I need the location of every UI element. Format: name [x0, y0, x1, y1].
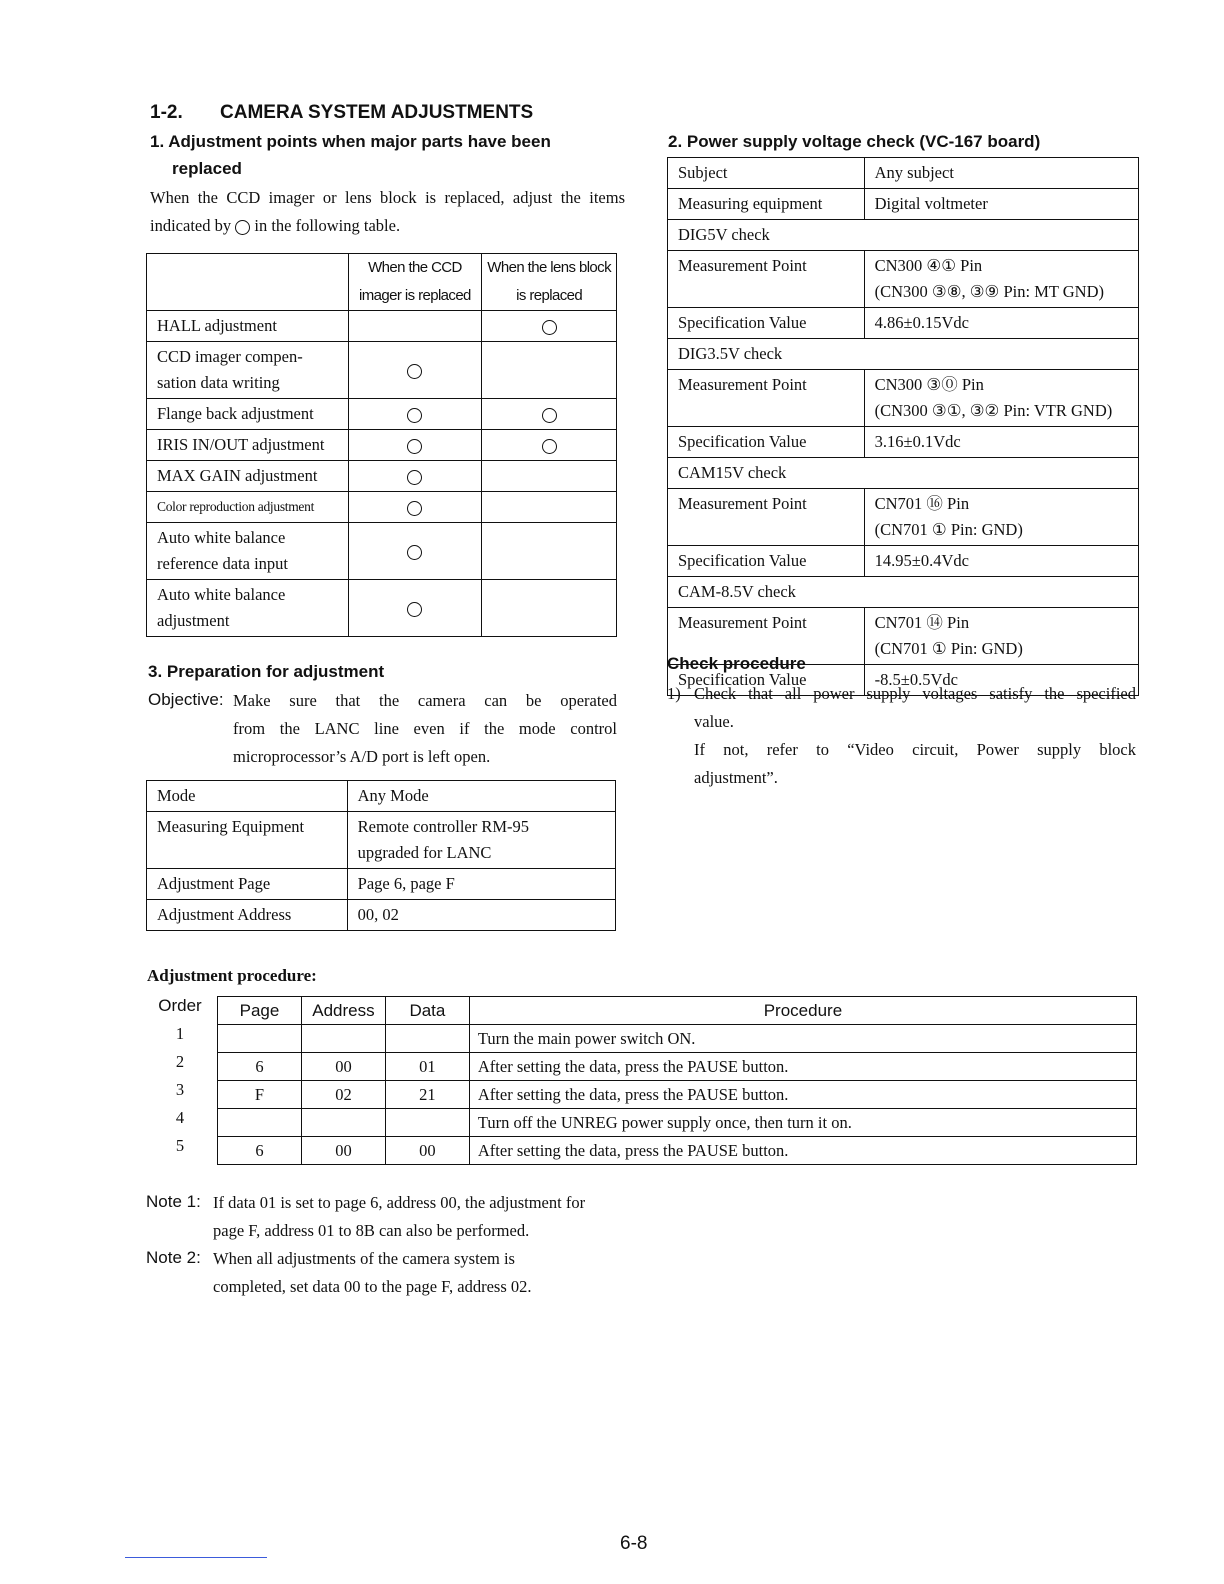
- specification-value: 14.95±0.4Vdc: [864, 546, 1138, 577]
- check-name: DIG5V check: [668, 220, 1139, 251]
- part1-intro-before: When the CCD imager or lens block is replaced, adjust the items indicated by: [150, 188, 625, 235]
- page-cell: [218, 1025, 302, 1053]
- table-row: [668, 339, 1139, 370]
- adjustment-page-value: Page 6, page F: [347, 869, 615, 900]
- note1-text: If data 01 is set to page 6, address 00, the adjustment for page F, address 01 to 8B can also be performed.: [213, 1193, 586, 1240]
- page-cell: F: [218, 1081, 302, 1109]
- lens-cell: [482, 580, 617, 637]
- check-name: CAM15V check: [668, 458, 1139, 489]
- circle-mark-icon: [542, 320, 557, 335]
- ccd-cell: [348, 342, 482, 399]
- circle-mark-icon: [407, 408, 422, 423]
- table-row: [147, 342, 617, 399]
- table-row: [147, 461, 617, 492]
- col-lens-header: When the lens block is replaced: [482, 254, 617, 311]
- part1-intro-after: in the following table.: [254, 216, 401, 235]
- table-row: [668, 189, 1139, 220]
- table-row: [668, 370, 1139, 427]
- data-cell: 00: [385, 1137, 469, 1165]
- mode-label: Mode: [147, 781, 348, 812]
- table-row: [218, 1025, 1137, 1053]
- address-header: Address: [301, 997, 385, 1025]
- table-row: [147, 430, 617, 461]
- address-cell: 02: [301, 1081, 385, 1109]
- order-cell: 3: [175, 1080, 185, 1099]
- procedure-cell: After setting the data, press the PAUSE button.: [469, 1137, 1136, 1165]
- procedure-header: Procedure: [469, 997, 1136, 1025]
- table-row: [668, 158, 1139, 189]
- address-cell: 00: [301, 1053, 385, 1081]
- col-ccd-header: When the CCD imager is replaced: [348, 254, 482, 311]
- table-row: [147, 523, 617, 580]
- part1-title-line2: replaced: [172, 159, 242, 178]
- ccd-cell: [348, 311, 482, 342]
- row-label: CCD imager compen- sation data writing: [147, 342, 349, 399]
- measurement-point-value: CN300 ④① Pin (CN300 ③⑧, ③⑨ Pin: MT GND): [864, 251, 1138, 308]
- specification-value: -8.5±0.5Vdc: [864, 665, 1138, 696]
- note1-label: Note 1:: [146, 1192, 201, 1211]
- ccd-cell: [348, 399, 482, 430]
- adjustment-address-value: 00, 02: [347, 900, 615, 931]
- circle-mark-icon: [407, 501, 422, 516]
- page-cell: 6: [218, 1137, 302, 1165]
- check-item-number: 1): [667, 684, 681, 703]
- ccd-cell: [348, 523, 482, 580]
- address-cell: 00: [301, 1137, 385, 1165]
- row-label: Auto white balance adjustment: [147, 580, 349, 637]
- circle-mark-icon: [407, 602, 422, 617]
- table-row: [147, 812, 616, 869]
- lens-cell: [482, 399, 617, 430]
- circle-mark-icon: [407, 545, 422, 560]
- lens-cell: [482, 461, 617, 492]
- table-row: [147, 580, 617, 637]
- check-procedure-title: Check procedure: [667, 654, 806, 673]
- table-row: [147, 869, 616, 900]
- order-cell: 4: [175, 1108, 185, 1127]
- measurement-point-label: Measurement Point: [668, 370, 865, 427]
- specification-value: 3.16±0.1Vdc: [864, 427, 1138, 458]
- table-corner-cell: [147, 254, 349, 311]
- table-row: [668, 427, 1139, 458]
- lens-cell: [482, 342, 617, 399]
- measurement-point-label: Measurement Point: [668, 489, 865, 546]
- row-label: Flange back adjustment: [147, 399, 349, 430]
- check-item-text: Check that all power supply voltages satisfy the specified value. If not, refer to “Video circuit, Power supply block adjustment”.: [694, 684, 1136, 787]
- measurement-point-value: CN701 ⑯ Pin (CN701 ① Pin: GND): [864, 489, 1138, 546]
- page-cell: 6: [218, 1053, 302, 1081]
- order-cell: 5: [175, 1136, 185, 1155]
- row-label: HALL adjustment: [147, 311, 349, 342]
- equipment-label: Measuring Equipment: [147, 812, 348, 869]
- circle-mark-icon: [542, 408, 557, 423]
- page-header: Page: [218, 997, 302, 1025]
- table-row: [218, 1081, 1137, 1109]
- table-row: [668, 546, 1139, 577]
- ccd-cell: [348, 580, 482, 637]
- section-heading: [150, 102, 533, 124]
- mode-value: Any Mode: [347, 781, 615, 812]
- procedure-table: [217, 996, 1137, 1165]
- measurement-point-label: Measurement Point: [668, 251, 865, 308]
- table-row: [147, 900, 616, 931]
- note2-label: Note 2:: [146, 1248, 201, 1267]
- circle-mark-icon: [235, 220, 250, 235]
- table-row: [218, 1137, 1137, 1165]
- procedure-cell: After setting the data, press the PAUSE button.: [469, 1053, 1136, 1081]
- circle-mark-icon: [407, 364, 422, 379]
- measurement-point-label: Measurement Point: [668, 608, 865, 665]
- equipment-value: Remote controller RM-95 upgraded for LANC: [347, 812, 615, 869]
- page-cell: [218, 1109, 302, 1137]
- data-cell: 21: [385, 1081, 469, 1109]
- specification-value-label: Specification Value: [668, 308, 865, 339]
- check-name: DIG3.5V check: [668, 339, 1139, 370]
- table-row: [668, 220, 1139, 251]
- address-cell: [301, 1109, 385, 1137]
- objective-text: Make sure that the camera can be operated from the LANC line even if the mode control microprocessor’s A/D port is left open.: [233, 691, 617, 766]
- preparation-table: [146, 780, 616, 931]
- procedure-cell: Turn off the UNREG power supply once, then turn it on.: [469, 1109, 1136, 1137]
- equipment-value: Digital voltmeter: [864, 189, 1138, 220]
- procedure-cell: Turn the main power switch ON.: [469, 1025, 1136, 1053]
- part2-title: 2. Power supply voltage check (VC-167 board): [668, 132, 1041, 151]
- subject-label: Subject: [668, 158, 865, 189]
- row-label: Color reproduction adjustment: [147, 492, 349, 523]
- part1-intro: [150, 184, 625, 240]
- ccd-cell: [348, 461, 482, 492]
- procedure-cell: After setting the data, press the PAUSE button.: [469, 1081, 1136, 1109]
- ccd-cell: [348, 492, 482, 523]
- objective-label: Objective:: [148, 690, 224, 709]
- measurement-point-value: CN300 ③⓪ Pin (CN300 ③①, ③② Pin: VTR GND): [864, 370, 1138, 427]
- order-cell: 2: [175, 1052, 185, 1071]
- procedure-title: Adjustment procedure:: [147, 966, 317, 985]
- order-header: Order: [158, 996, 202, 1015]
- lens-cell: [482, 523, 617, 580]
- part3-title: 3. Preparation for adjustment: [148, 662, 385, 681]
- address-cell: [301, 1025, 385, 1053]
- table-row: [668, 251, 1139, 308]
- circle-mark-icon: [407, 439, 422, 454]
- ccd-cell: [348, 430, 482, 461]
- part1-title-line1: 1. Adjustment points when major parts have been: [150, 132, 551, 151]
- specification-value-label: Specification Value: [668, 427, 865, 458]
- table-row: [218, 1053, 1137, 1081]
- specification-value: 4.86±0.15Vdc: [864, 308, 1138, 339]
- data-cell: 01: [385, 1053, 469, 1081]
- page-number: 6-8: [620, 1533, 648, 1554]
- row-label: IRIS IN/OUT adjustment: [147, 430, 349, 461]
- table-row: [668, 308, 1139, 339]
- lens-cell: [482, 311, 617, 342]
- data-header: Data: [385, 997, 469, 1025]
- row-label: MAX GAIN adjustment: [147, 461, 349, 492]
- specification-value-label: Specification Value: [668, 665, 865, 696]
- power-supply-table: [667, 157, 1139, 696]
- adjustment-page-label: Adjustment Page: [147, 869, 348, 900]
- measurement-point-value: CN701 ⑭ Pin (CN701 ① Pin: GND): [864, 608, 1138, 665]
- data-cell: [385, 1109, 469, 1137]
- adjustment-address-label: Adjustment Address: [147, 900, 348, 931]
- section-title: CAMERA SYSTEM ADJUSTMENTS: [220, 102, 534, 123]
- table-row: [668, 577, 1139, 608]
- lens-cell: [482, 492, 617, 523]
- lens-cell: [482, 430, 617, 461]
- table-header-row: [218, 997, 1137, 1025]
- circle-mark-icon: [542, 439, 557, 454]
- table-row: [668, 458, 1139, 489]
- table-row: [147, 399, 617, 430]
- data-cell: [385, 1025, 469, 1053]
- row-label: Auto white balance reference data input: [147, 523, 349, 580]
- adjustment-points-table: [146, 253, 617, 637]
- order-cell: 1: [175, 1024, 185, 1043]
- section-number: 1-2.: [150, 102, 183, 123]
- footer-divider: [125, 1557, 267, 1558]
- subject-value: Any subject: [864, 158, 1138, 189]
- check-name: CAM-8.5V check: [668, 577, 1139, 608]
- table-row: [147, 781, 616, 812]
- specification-value-label: Specification Value: [668, 546, 865, 577]
- table-row: [147, 311, 617, 342]
- circle-mark-icon: [407, 470, 422, 485]
- note2-text: When all adjustments of the camera system is completed, set data 00 to the page F, address 02.: [213, 1249, 532, 1296]
- equipment-label: Measuring equipment: [668, 189, 865, 220]
- table-row: [147, 492, 617, 523]
- table-row: [668, 489, 1139, 546]
- table-row: [218, 1109, 1137, 1137]
